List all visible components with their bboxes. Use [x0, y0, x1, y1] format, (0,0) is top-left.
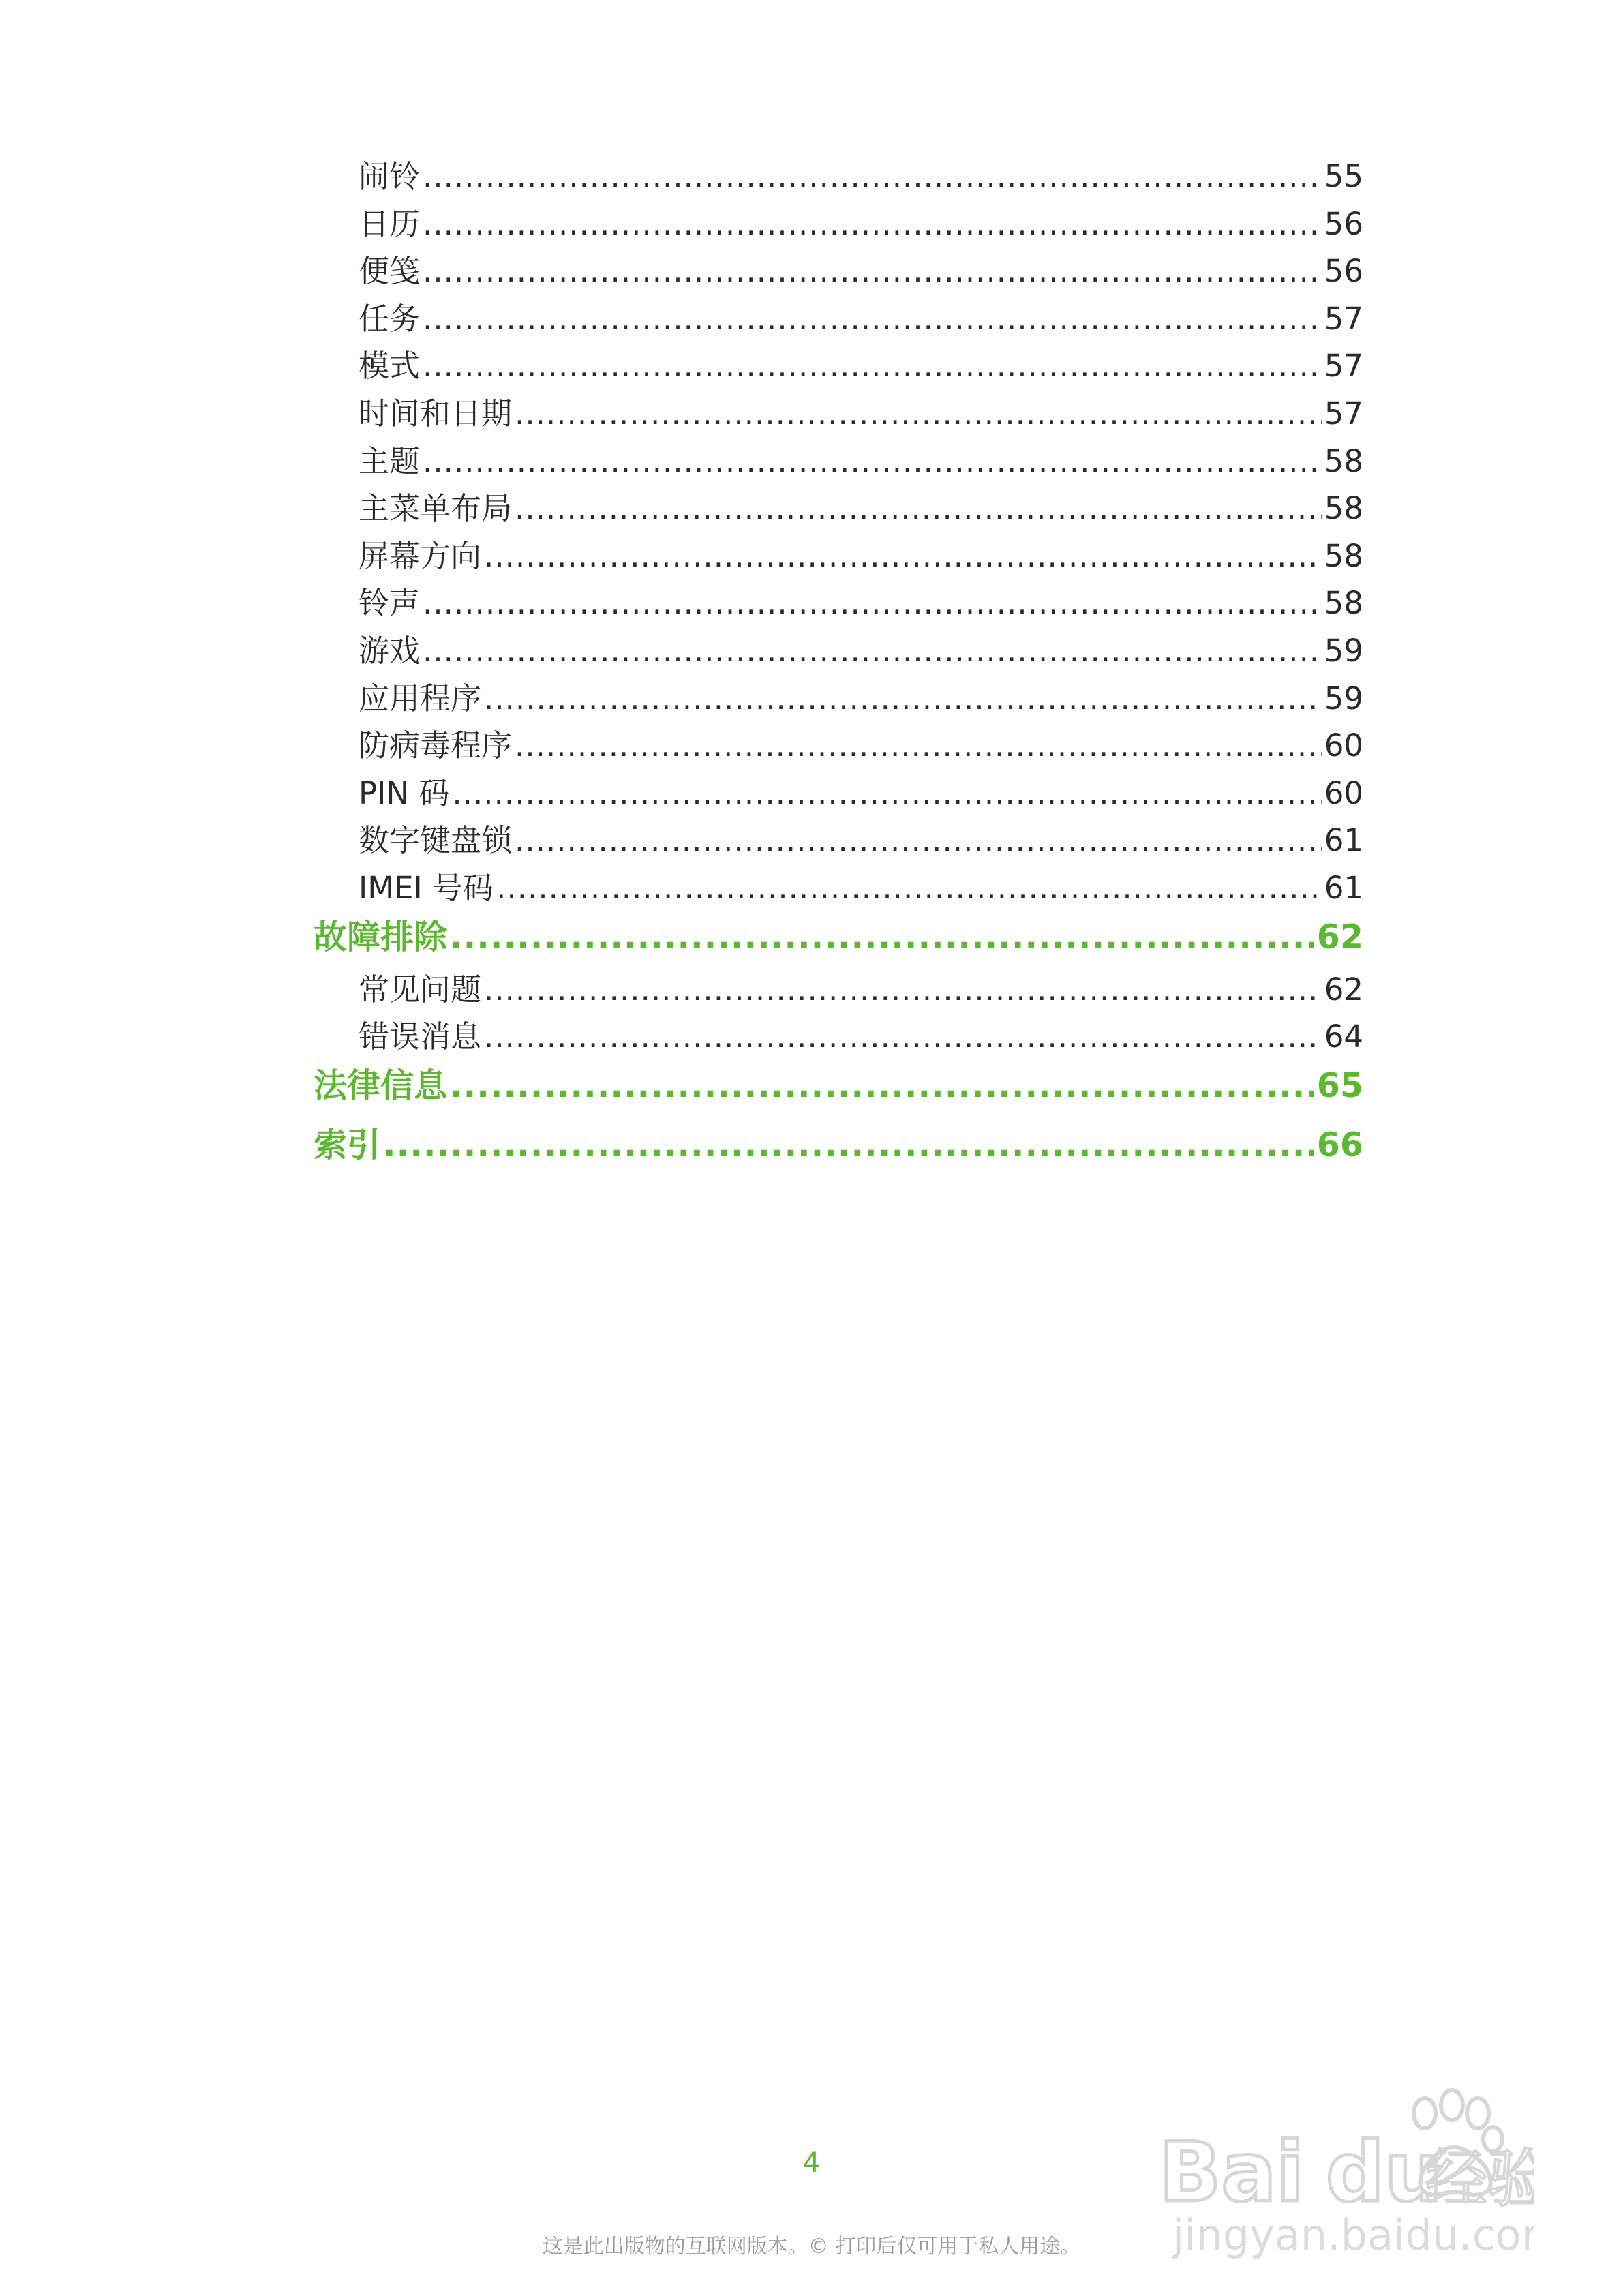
toc-section-entry[interactable]	[314, 246, 1363, 294]
toc-dot-leader	[423, 348, 1322, 384]
toc-entry-page: 66	[1316, 1125, 1363, 1164]
toc-entry-page: 55	[1324, 158, 1363, 194]
toc-entry-title: 任务	[359, 300, 421, 337]
toc-entry-page: 58	[1324, 585, 1363, 622]
toc-entry-title: 闹铃	[359, 158, 421, 194]
baidu-jingyan-watermark	[1152, 2086, 1534, 2263]
toc-entry-title: IMEI 号码	[359, 869, 494, 906]
toc-dot-leader	[423, 301, 1322, 337]
toc-entry-page: 60	[1324, 774, 1363, 811]
toc-entry-title: 便笺	[359, 253, 421, 290]
toc-entry-title: 日历	[359, 205, 421, 242]
toc-section-entry[interactable]	[314, 294, 1363, 342]
toc-dot-leader	[515, 490, 1322, 526]
toc-entry-title: 索引	[314, 1125, 381, 1164]
toc-chapter-entry[interactable]	[314, 1119, 1363, 1178]
toc-dot-leader	[515, 727, 1322, 764]
toc-dot-leader	[484, 971, 1322, 1008]
toc-entry-page: 56	[1324, 205, 1363, 242]
toc-section-entry[interactable]	[314, 674, 1363, 721]
toc-entry-title: 故障排除	[314, 917, 448, 956]
toc-section-entry[interactable]	[314, 965, 1363, 1012]
toc-entry-title: 主菜单布局	[359, 490, 513, 527]
toc-entry-title: 法律信息	[314, 1066, 448, 1105]
toc-entry-page: 59	[1324, 680, 1363, 716]
toc-dot-leader	[383, 1126, 1314, 1164]
toc-dot-leader	[423, 585, 1322, 621]
toc-entry-page: 58	[1324, 490, 1363, 527]
toc-section-entry[interactable]	[314, 436, 1363, 484]
toc-entry-page: 62	[1324, 971, 1363, 1008]
toc-entry-page: 57	[1324, 395, 1363, 432]
toc-dot-leader	[423, 443, 1322, 479]
toc-section-entry[interactable]	[314, 389, 1363, 436]
toc-dot-leader	[515, 822, 1322, 858]
toc-entry-title: 游戏	[359, 632, 421, 669]
toc-section-entry[interactable]	[314, 341, 1363, 389]
toc-section-entry[interactable]	[314, 626, 1363, 674]
toc-entry-title: 模式	[359, 348, 421, 384]
toc-entry-title: 时间和日期	[359, 395, 513, 432]
toc-entry-title: 数字键盘锁	[359, 822, 513, 859]
svg-text:经验: 经验	[1425, 2143, 1534, 2216]
toc-section-entry[interactable]	[314, 863, 1363, 911]
toc-dot-leader	[450, 918, 1314, 956]
page-number: 4	[802, 2147, 821, 2179]
toc-section-entry[interactable]	[314, 721, 1363, 768]
toc-entry-title: 常见问题	[359, 971, 482, 1008]
toc-dot-leader	[484, 680, 1322, 716]
toc-dot-leader	[484, 538, 1322, 574]
toc-dot-leader	[423, 633, 1322, 669]
toc-section-entry[interactable]	[314, 768, 1363, 816]
toc-dot-leader	[450, 1066, 1314, 1105]
toc-dot-leader	[496, 870, 1322, 906]
toc-entry-page: 57	[1324, 348, 1363, 384]
toc-section-entry[interactable]	[314, 578, 1363, 626]
toc-dot-leader	[423, 206, 1322, 242]
toc-chapter-entry[interactable]	[314, 911, 1363, 970]
svg-text:du: du	[1326, 2126, 1443, 2220]
toc-entry-page: 59	[1324, 632, 1363, 669]
toc-entry-page: 62	[1316, 917, 1363, 956]
toc-section-entry[interactable]	[314, 151, 1363, 199]
toc-entry-page: 58	[1324, 537, 1363, 574]
toc-entry-page: 65	[1316, 1066, 1363, 1105]
toc-dot-leader	[515, 395, 1322, 432]
svg-text:jingyan.baidu.com: jingyan.baidu.com	[1172, 2210, 1534, 2260]
toc-entry-page: 60	[1324, 727, 1363, 764]
toc-entry-page: 64	[1324, 1018, 1363, 1055]
toc-section-entry[interactable]	[314, 199, 1363, 247]
toc-entry-page: 58	[1324, 442, 1363, 479]
toc-entry-page: 56	[1324, 253, 1363, 290]
toc-entry-title: 主题	[359, 442, 421, 479]
toc-section-entry[interactable]	[314, 1012, 1363, 1059]
toc-entry-title: 防病毒程序	[359, 727, 513, 764]
toc-entry-title: 应用程序	[359, 680, 482, 716]
toc-entry-title: 屏幕方向	[359, 537, 482, 574]
toc-dot-leader	[423, 158, 1322, 194]
toc-entry-page: 61	[1324, 869, 1363, 906]
svg-text:Bai: Bai	[1159, 2126, 1305, 2220]
toc-section-entry[interactable]	[314, 815, 1363, 863]
toc-dot-leader	[423, 253, 1322, 289]
toc-section-entry[interactable]	[314, 483, 1363, 531]
toc-entry-page: 61	[1324, 822, 1363, 859]
toc-entry-title: 错误消息	[359, 1018, 482, 1055]
toc-dot-leader	[452, 775, 1321, 811]
toc-entry-title: 铃声	[359, 585, 421, 622]
table-of-contents	[314, 151, 1363, 1178]
footer-note: 这是此出版物的互联网版本。© 打印后仅可用于私人用途。	[542, 2235, 1081, 2259]
toc-chapter-entry[interactable]	[314, 1059, 1363, 1119]
toc-section-entry[interactable]	[314, 531, 1363, 579]
toc-entry-page: 57	[1324, 300, 1363, 337]
toc-entry-title: PIN 码	[359, 774, 450, 811]
toc-dot-leader	[484, 1018, 1322, 1055]
baidu-paw-logo-icon	[1152, 2086, 1534, 2263]
